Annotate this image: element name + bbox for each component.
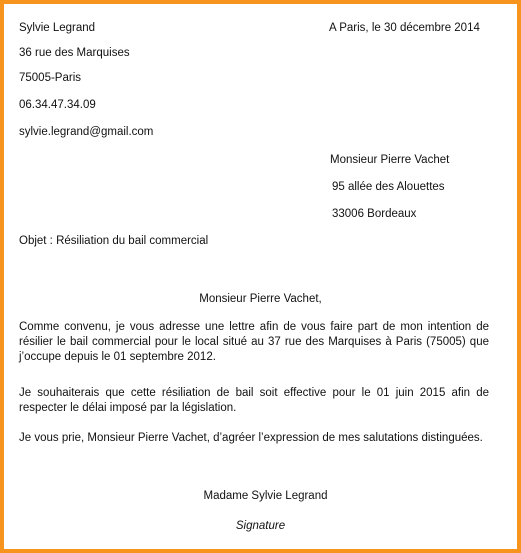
recipient-street: 95 allée des Alouettes <box>332 181 445 193</box>
place-date: A Paris, le 30 décembre 2014 <box>329 22 480 34</box>
sender-phone: 06.34.47.34.09 <box>19 99 96 111</box>
body-paragraph-1: Comme convenu, je vous adresse une lettre afin de vous faire part de mon intention de résilier le bail commercial pour le local situé au 37 rue des Marquises à Paris (75005) que j’occupe depuis le 01 septembre 2012. <box>19 321 489 363</box>
signature-label: Signature <box>235 520 286 532</box>
sender-city: 75005-Paris <box>19 72 82 84</box>
sender-name: Sylvie Legrand <box>19 22 96 34</box>
subject-line: Objet : Résiliation du bail commercial <box>19 235 209 247</box>
body-paragraph-3: Je vous prie, Monsieur Pierre Vachet, d’agréer l’expression de mes salutations distinguées. <box>19 432 483 444</box>
recipient-name: Monsieur Pierre Vachet <box>330 154 450 166</box>
body-paragraph-2: Je souhaiterais que cette résiliation de bail soit effective pour le 01 juin 2015 afin de respecter le délai imposé par la législation. <box>19 387 489 414</box>
signoff-name: Madame Sylvie Legrand <box>203 490 328 502</box>
sender-street: 36 rue des Marquises <box>19 47 130 59</box>
sender-email: sylvie.legrand@gmail.com <box>19 126 154 138</box>
recipient-city: 33006 Bordeaux <box>332 208 417 220</box>
salutation: Monsieur Pierre Vachet, <box>199 293 322 305</box>
